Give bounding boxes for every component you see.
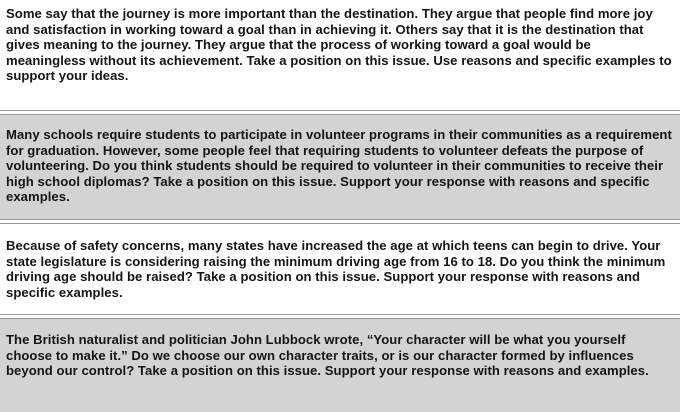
prompt-text: Because of safety concerns, many states have increased the age at which teens can begin to drive. Your state legislature is considering raising the minimum driving age from 16 to 18. Do you think the minimum driving age should be raised? Take a position on this issue. Support your response with reasons and specific examples. (6, 238, 666, 300)
prompt-box-volunteer (0, 114, 680, 220)
prompt-box-character (0, 318, 680, 412)
prompt-box-journey (0, 0, 680, 111)
prompt-text: Many schools require students to participate in volunteer programs in their communities as a requirement for graduation. However, some people feel that requiring students to volunteer defeats the purpose of volunteering. Do you think students should be required to volunteer in their communities to receive their high school diplomas? Take a position on this issue. Support your response with reasons and specific examples. (6, 127, 672, 204)
prompt-box-driving-age (0, 223, 680, 315)
prompt-text: Some say that the journey is more important than the destination. They argue that people find more joy and satisfaction in working toward a goal than in achieving it. Others say that it is the destination that gives meaning to the journey. They argue that the process of working toward a goal would be meaningless without its achievement. Take a position on this issue. Use reasons and specific examples to support your ideas. (6, 6, 672, 83)
prompt-text: The British naturalist and politician John Lubbock wrote, “Your character will be what you yourself choose to make it.” Do we choose our own character traits, or is our character formed by influences beyond our control? Take a position on this issue. Support your response with reasons and examples. (6, 332, 649, 378)
